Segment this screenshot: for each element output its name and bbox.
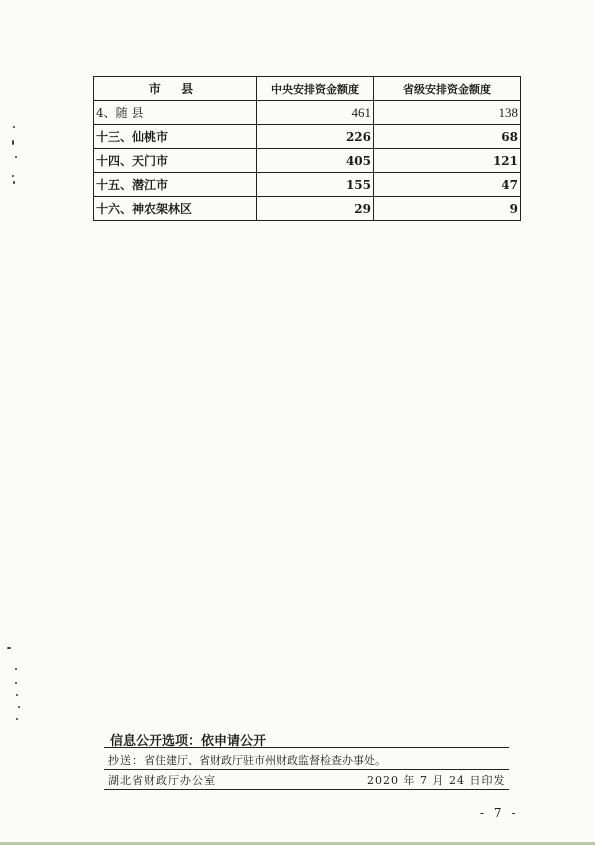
- scan-speck: [13, 126, 15, 128]
- allocation-table-container: [93, 76, 518, 221]
- issue-date: 2020 年 7 月 24 日印发: [367, 774, 506, 787]
- divider: [104, 747, 509, 748]
- scan-speck: [7, 647, 11, 649]
- central-amount-cell: 226: [257, 125, 374, 149]
- header-provincial-funds: 省级安排资金额度: [374, 77, 521, 101]
- table-row: [94, 173, 521, 197]
- provincial-amount-cell: 9: [374, 197, 521, 221]
- row-name-cell: 十三、仙桃市: [94, 125, 257, 149]
- table-row: [94, 101, 521, 125]
- scan-speck: [16, 718, 18, 720]
- provincial-amount-cell: 68: [374, 125, 521, 149]
- issuer: 湖北省财政厅办公室: [108, 774, 216, 787]
- provincial-amount-cell: 47: [374, 173, 521, 197]
- page-number: - 7 -: [480, 806, 519, 820]
- table-row: [94, 125, 521, 149]
- cc-line: [108, 752, 386, 768]
- cc-value: 省住建厅、省财政厅驻市州财政监督检查办事处。: [144, 754, 386, 767]
- table-row: [94, 149, 521, 173]
- table-row: [94, 197, 521, 221]
- divider: [104, 789, 509, 790]
- table-header-row: [94, 77, 521, 101]
- header-city-county: 市 县: [94, 77, 257, 101]
- disclosure-option: 信息公开选项：依申请公开: [110, 734, 267, 749]
- row-name-cell: 4、随 县: [94, 101, 257, 125]
- row-name-cell: 十六、神农架林区: [94, 197, 257, 221]
- scan-speck: [12, 175, 14, 177]
- provincial-amount-cell: 121: [374, 149, 521, 173]
- scan-speck: [15, 668, 17, 670]
- scan-speck: [13, 181, 15, 184]
- central-amount-cell: 29: [257, 197, 374, 221]
- divider: [104, 769, 509, 770]
- scan-speck: [16, 694, 18, 696]
- row-name-cell: 十五、潜江市: [94, 173, 257, 197]
- central-amount-cell: 461: [257, 101, 374, 125]
- cc-label: 抄送：: [108, 754, 144, 767]
- scan-speck: [18, 706, 20, 708]
- scan-speck: [12, 140, 14, 145]
- allocation-table: [93, 76, 521, 221]
- row-name-cell: 十四、天门市: [94, 149, 257, 173]
- scan-speck: [15, 682, 17, 684]
- scan-speck: [15, 156, 17, 158]
- provincial-amount-cell: 138: [374, 101, 521, 125]
- header-central-funds: 中央安排资金额度: [257, 77, 374, 101]
- central-amount-cell: 155: [257, 173, 374, 197]
- central-amount-cell: 405: [257, 149, 374, 173]
